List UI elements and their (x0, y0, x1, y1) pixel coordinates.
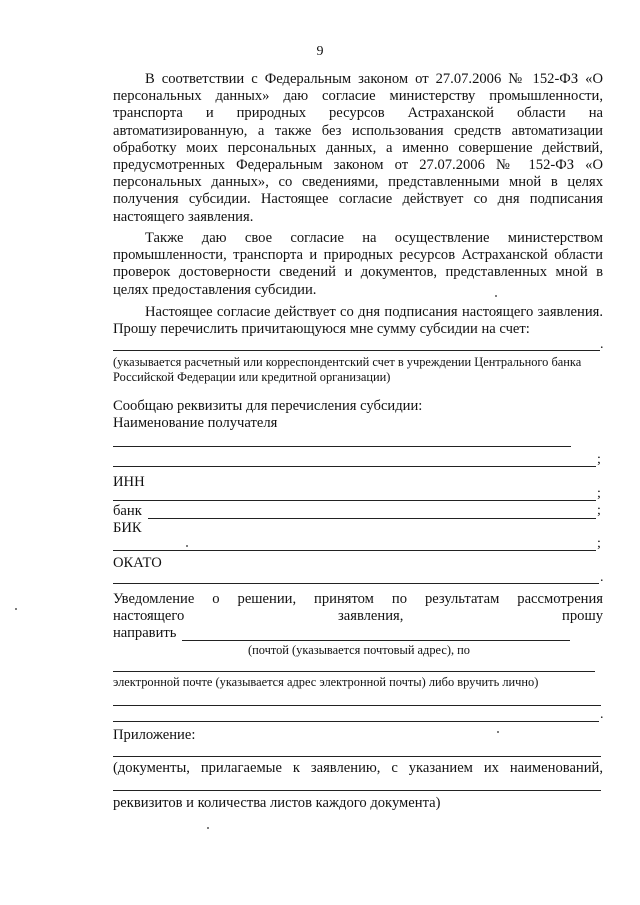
page-number: 9 (316, 44, 324, 59)
hint-postal: (почтой (указывается почтовый адрес), по (248, 643, 471, 657)
attachment-field-2[interactable] (113, 790, 601, 791)
recipient-field-1[interactable] (113, 446, 571, 447)
notification-word-right: прошу (562, 608, 603, 624)
email-field-2[interactable] (113, 721, 599, 722)
bank-label: банк (113, 503, 142, 519)
scan-speck (497, 731, 499, 733)
recipient-field-2[interactable] (113, 466, 596, 467)
scan-speck (495, 295, 497, 297)
email-period: . (600, 707, 604, 722)
postal-address-field[interactable] (113, 671, 595, 672)
email-field-1[interactable] (113, 705, 601, 706)
direct-field[interactable] (182, 640, 570, 641)
inn-field[interactable] (113, 500, 596, 501)
direct-label: направить (113, 625, 177, 641)
bik-field[interactable] (113, 550, 596, 551)
attachment-field-1[interactable] (113, 756, 601, 757)
notification-word-left: настоящего (113, 608, 185, 624)
okato-label: ОКАТО (113, 555, 162, 571)
details-heading: Сообщаю реквизиты для перечисления субсидии: (113, 398, 423, 414)
account-period: . (600, 337, 604, 352)
okato-period: . (600, 570, 604, 585)
recipient-semicolon: ; (597, 452, 601, 467)
hint-email: электронной почте (указывается адрес электронной почты) либо вручить лично) (113, 675, 539, 689)
okato-field[interactable] (113, 583, 599, 584)
attachment-hint-1: (документы, прилагаемые к заявлению, с указанием их наименований, (113, 760, 603, 776)
inn-semicolon: ; (597, 486, 601, 501)
bank-field[interactable] (148, 518, 596, 519)
bik-semicolon: ; (597, 536, 601, 551)
account-hint: (указывается расчетный или корреспондентский счет в учреждении Центрального банка Российской Федерации или кредитной организации) (113, 355, 582, 384)
scan-speck (186, 545, 188, 547)
scan-speck (207, 827, 209, 829)
paragraph-validity-and-request: Настоящее согласие действует со дня подписания настоящего заявления. Прошу перечислить причитающуюся мне сумму субсидии на счет: (113, 304, 603, 338)
notification-line-1: Уведомление о решении, принятом по результатам рассмотрения (113, 591, 603, 607)
bik-label: БИК (113, 520, 142, 536)
inn-label: ИНН (113, 474, 145, 490)
scan-speck (15, 608, 17, 610)
recipient-label: Наименование получателя (113, 415, 278, 431)
attachment-hint-2: реквизитов и количества листов каждого документа) (113, 795, 441, 811)
notification-word-mid: заявления, (338, 608, 404, 624)
attachment-label: Приложение: (113, 727, 196, 743)
bank-semicolon: ; (597, 503, 601, 518)
account-field[interactable] (113, 350, 600, 351)
paragraph-consent-personal-data: В соответствии с Федеральным законом от 27.07.2006 № 152-ФЗ «О персональных данных» даю согласие министерству промышленности, транспорта и природных ресурсов Астраханской области на автоматизированную, а также без использования средств автоматизации обработку моих персональных данных, а именно совершение действий, предусмотренных Федеральным законом от 27.07.2006 № 152-ФЗ «О персональных данных», со сведениями, представленными мной в целях получения субсидии. Настоящее согласие действует со дня подписания настоящего заявления. (113, 71, 603, 225)
paragraph-consent-verification: Также даю свое согласие на осуществление министерством промышленности, транспорта и природных ресурсов Астраханской области проверок достоверности сведений и документов, представленных мной в целях предоставления субсидии. (113, 230, 603, 298)
